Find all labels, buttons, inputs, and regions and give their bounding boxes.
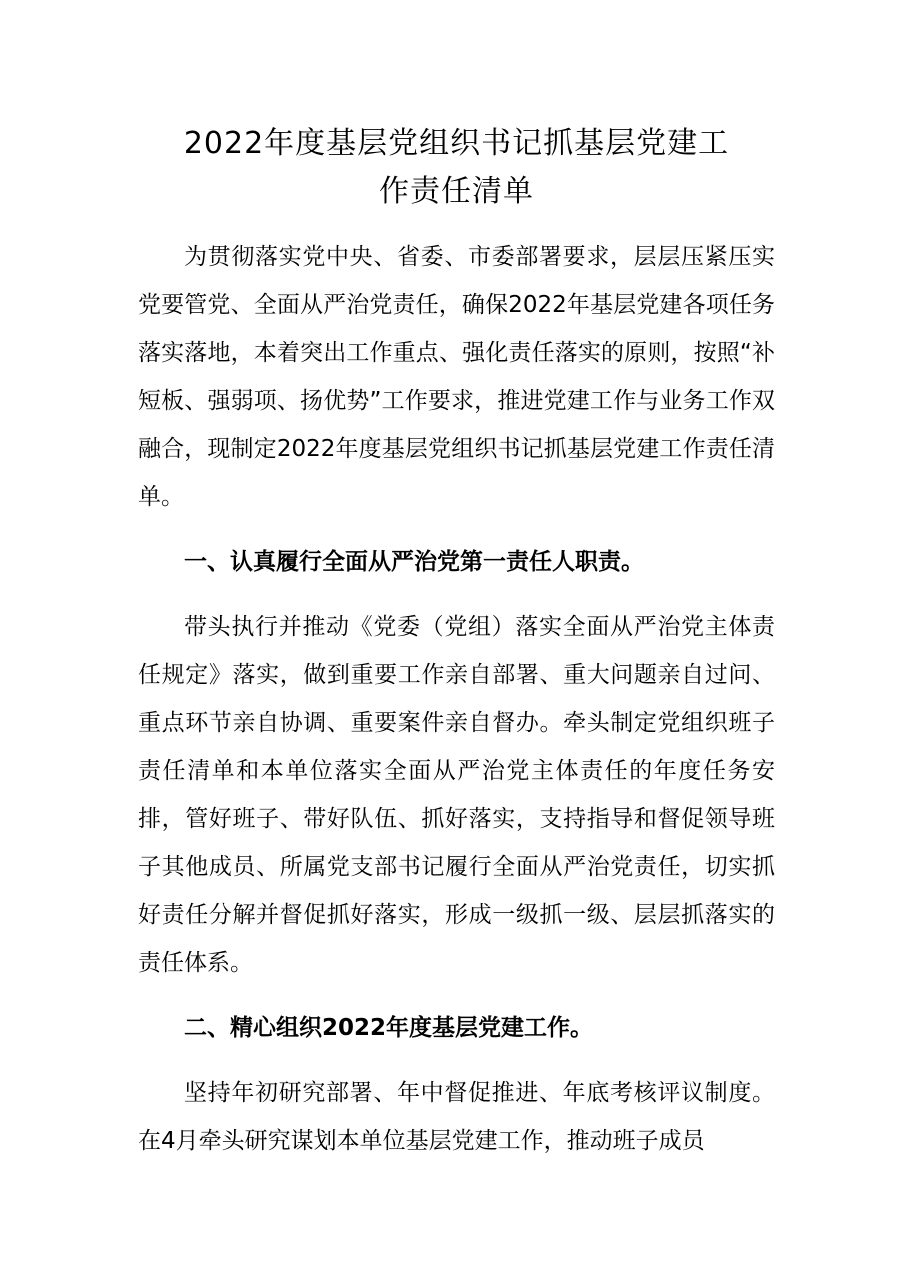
title-line-1: 2022年度基层党组织书记抓基层党建工 (183, 126, 730, 161)
section-2-body: 坚持年初研究部署、年中督促推进、年底考核评议制度。在4月牵头研究谋划本单位基层党建工作，推动班子成员 (138, 1080, 775, 1154)
section-1-body: 带头执行并推动《党委（党组）落实全面从严治党主体责任规定》落实，做到重要工作亲自部署、重大问题亲自过问、重点环节亲自协调、重要案件亲自督办。牵头制定党组织班子责任清单和本单位落实全面从严治党主体责任的年度任务安排，管好班子、带好队伍、抓好落实，支持指导和督促领导班子其他成员、所属党支部书记履行全面从严治党责任，切实抓好责任分解并督促抓好落实，形成一级抓一级、层层抓落实的责任体系。 (138, 614, 775, 976)
section-2-heading: 二、精心组织2022年度基层党建工作。 (184, 1015, 594, 1041)
title-line-2: 作责任清单 (379, 174, 534, 209)
document-title (138, 120, 775, 216)
section-1-heading: 一、认真履行全面从严治党第一责任人职责。 (184, 549, 644, 575)
intro-paragraph: 为贯彻落实党中央、省委、市委部署要求，层层压紧压实党要管党、全面从严治党责任，确保2022年基层党建各项任务落实落地，本着突出工作重点、强化责任落实的原则，按照“补短板、强弱项、扬优势”工作要求，推进党建工作与业务工作双融合，现制定2022年度基层党组织书记抓基层党建工作责任清单。 (138, 244, 775, 510)
